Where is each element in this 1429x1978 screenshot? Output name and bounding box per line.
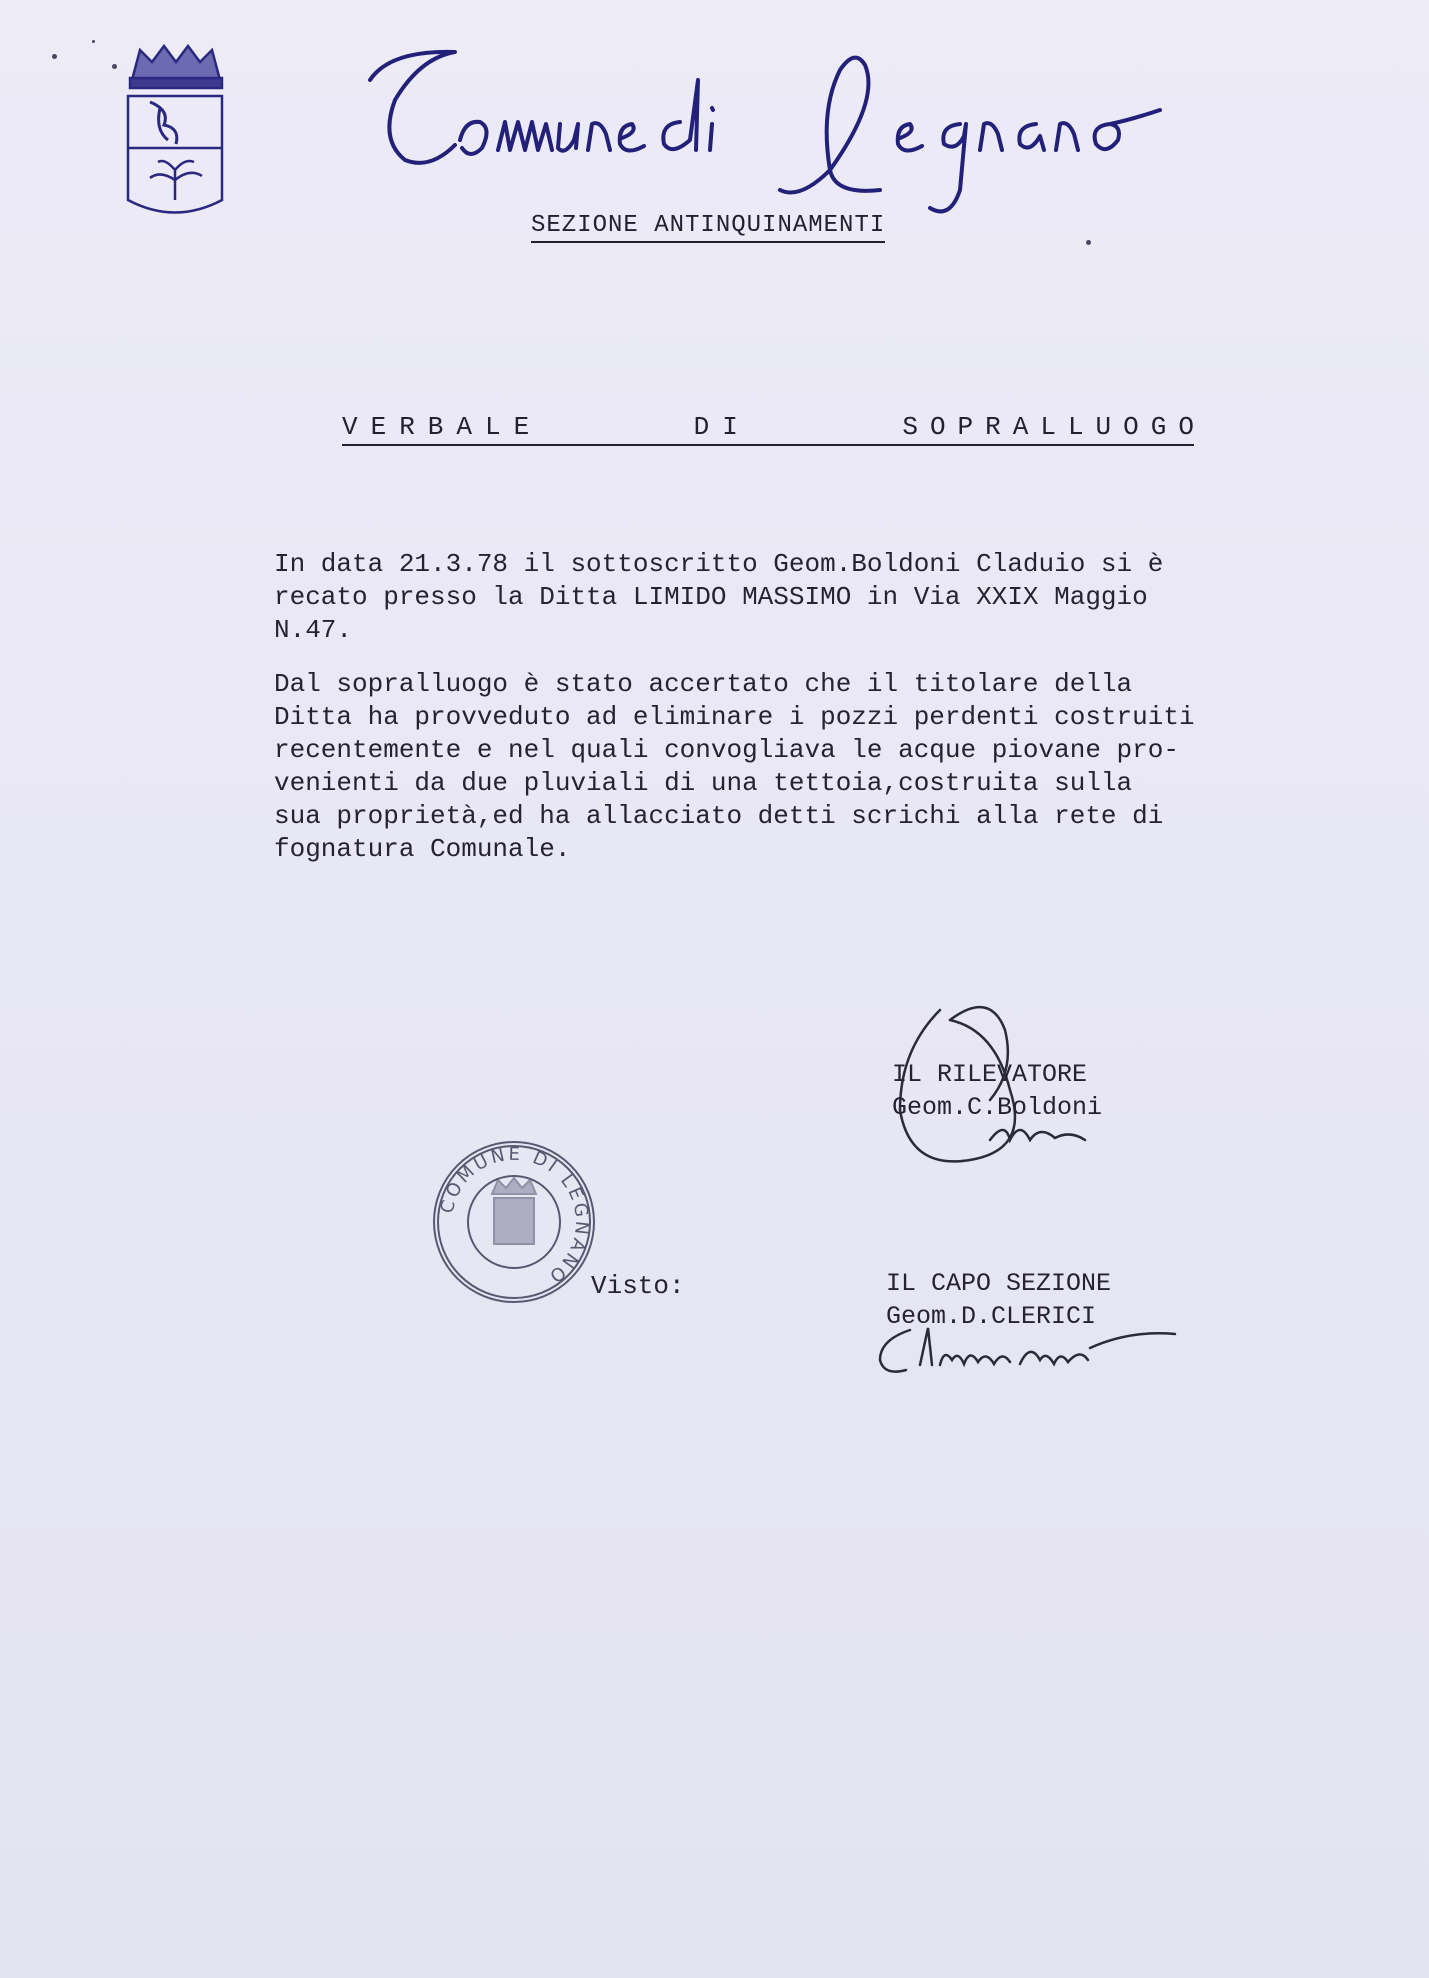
title-word-sopralluogo: SOPRALLUOGO	[902, 412, 1206, 442]
stamp-text: COMUNE DI LEGNANO	[436, 1143, 593, 1289]
paragraph-findings: Dal sopralluogo è stato accertato che il titolare della Ditta ha provveduto ad eliminare i pozzi perdenti costruiti recentemente e nel quali convogliava le acque piovane pro- venienti da due pluviali di una tettoia,costruita sulla sua proprietà,ed ha allacciato detti scrichi alla rete di fognatura Comunale.	[274, 669, 1195, 864]
title-word-verbale: VERBALE	[342, 412, 543, 442]
paper-speck	[92, 40, 95, 43]
paper-speck	[112, 64, 117, 69]
rilevatore-name: Geom.C.Boldoni	[892, 1093, 1103, 1122]
visto-label: Visto:	[591, 1271, 685, 1301]
capo-sezione-role: IL CAPO SEZIONE	[886, 1269, 1112, 1298]
title-word-di: DI	[693, 412, 751, 442]
signature-block-rilevatore	[892, 1058, 1102, 1124]
comune-di-legnano-stamp	[428, 1136, 600, 1308]
rilevatore-role: IL RILEVATORE	[892, 1060, 1088, 1089]
paragraph-intro: In data 21.3.78 il sottoscritto Geom.Boldoni Claduio si è recato presso la Ditta LIMIDO MASSIMO in Via XXIX Maggio N.47.	[274, 549, 1164, 645]
document-title	[342, 412, 1206, 446]
comune-di-legnano-logo	[360, 40, 1320, 240]
capo-sezione-name: Geom.D.CLERICI	[886, 1302, 1097, 1331]
section-name: SEZIONE ANTINQUINAMENTI	[531, 212, 885, 243]
signature-clerici	[870, 1320, 1180, 1380]
paper-speck	[52, 54, 57, 59]
paper-speck	[1086, 240, 1091, 245]
legnano-coat-of-arms-icon	[120, 40, 230, 220]
